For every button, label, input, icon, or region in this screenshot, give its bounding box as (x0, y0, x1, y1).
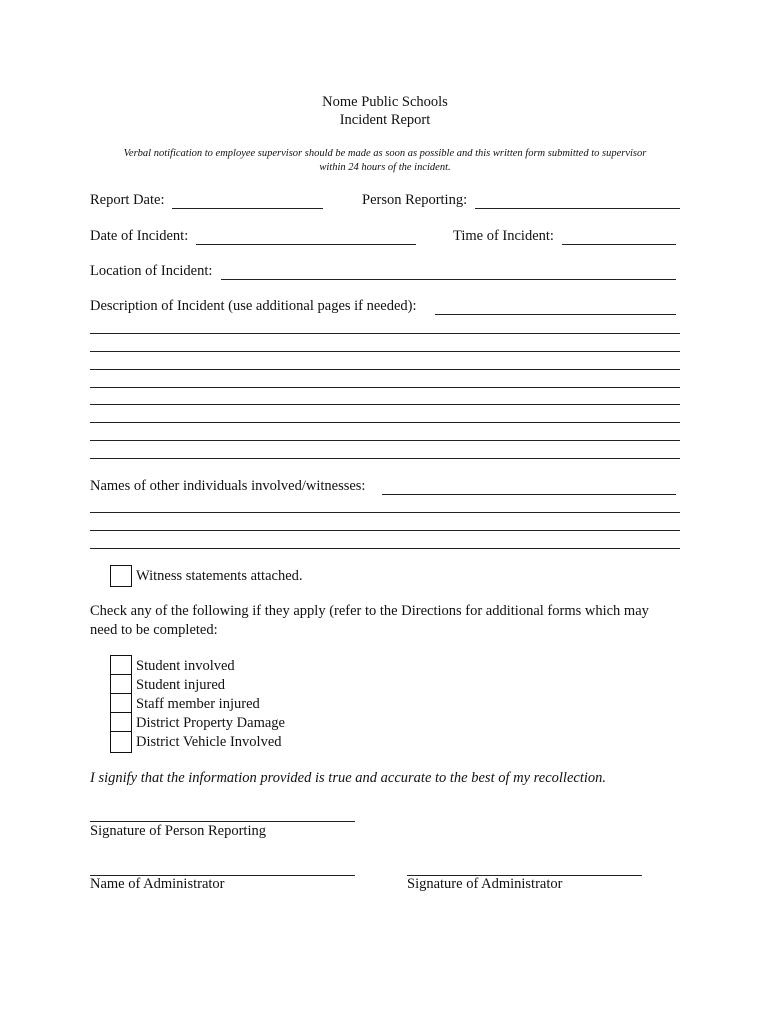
witnesses-line[interactable] (90, 512, 680, 513)
admin-name-label: Name of Administrator (90, 876, 225, 892)
checklist-label-vehicle-involved: District Vehicle Involved (136, 734, 282, 750)
description-label: Description of Incident (use additional pages if needed): (90, 298, 417, 314)
org-name: Nome Public Schools (322, 94, 448, 110)
description-line[interactable] (90, 440, 680, 441)
form-title: Incident Report (339, 112, 431, 128)
time-of-incident-field[interactable] (562, 244, 676, 245)
report-date-field[interactable] (172, 208, 323, 209)
witnesses-line[interactable] (90, 548, 680, 549)
checkbox-vehicle-involved[interactable] (110, 731, 132, 753)
report-date-label: Report Date: (90, 192, 165, 208)
witnesses-line[interactable] (90, 530, 680, 531)
witnesses-field-first-line[interactable] (382, 494, 676, 495)
checklist-label-property-damage: District Property Damage (136, 715, 285, 731)
checkbox-student-injured[interactable] (110, 674, 132, 694)
checkbox-property-damage[interactable] (110, 712, 132, 732)
witness-statements-checkbox[interactable] (110, 565, 132, 587)
checkbox-student-involved[interactable] (110, 655, 132, 675)
checkbox-staff-injured[interactable] (110, 693, 132, 713)
date-of-incident-label: Date of Incident: (90, 228, 189, 244)
location-field[interactable] (221, 279, 676, 280)
description-line[interactable] (90, 404, 680, 405)
description-field-first-line[interactable] (435, 314, 676, 315)
checklist-label-staff-injured: Staff member injured (136, 696, 260, 712)
person-reporting-field[interactable] (475, 208, 680, 209)
certification-statement: I signify that the information provided is true and accurate to the best of my recollection. (90, 770, 607, 786)
description-line[interactable] (90, 369, 680, 370)
date-of-incident-field[interactable] (196, 244, 416, 245)
witnesses-label: Names of other individuals involved/witnesses: (90, 478, 366, 494)
check-instructions-line-2: need to be completed: (90, 622, 218, 638)
signature-person-reporting-label: Signature of Person Reporting (90, 823, 266, 839)
admin-signature-label: Signature of Administrator (407, 876, 563, 892)
person-reporting-label: Person Reporting: (362, 192, 468, 208)
description-line[interactable] (90, 387, 680, 388)
instruction-line-1: Verbal notification to employee supervisor should be made as soon as possible and this written form submitted to supervisor (123, 148, 647, 159)
location-label: Location of Incident: (90, 263, 213, 279)
description-line[interactable] (90, 333, 680, 334)
check-instructions-line-1: Check any of the following if they apply (refer to the Directions for additional forms which may (90, 603, 649, 619)
description-line[interactable] (90, 422, 680, 423)
checklist-label-student-injured: Student injured (136, 677, 226, 693)
description-line[interactable] (90, 351, 680, 352)
witness-statements-label: Witness statements attached. (136, 568, 303, 584)
instruction-line-2: within 24 hours of the incident. (319, 162, 451, 173)
description-line[interactable] (90, 458, 680, 459)
time-of-incident-label: Time of Incident: (453, 228, 554, 244)
checklist-label-student-involved: Student involved (136, 658, 235, 674)
signature-person-reporting-field[interactable] (90, 821, 355, 822)
